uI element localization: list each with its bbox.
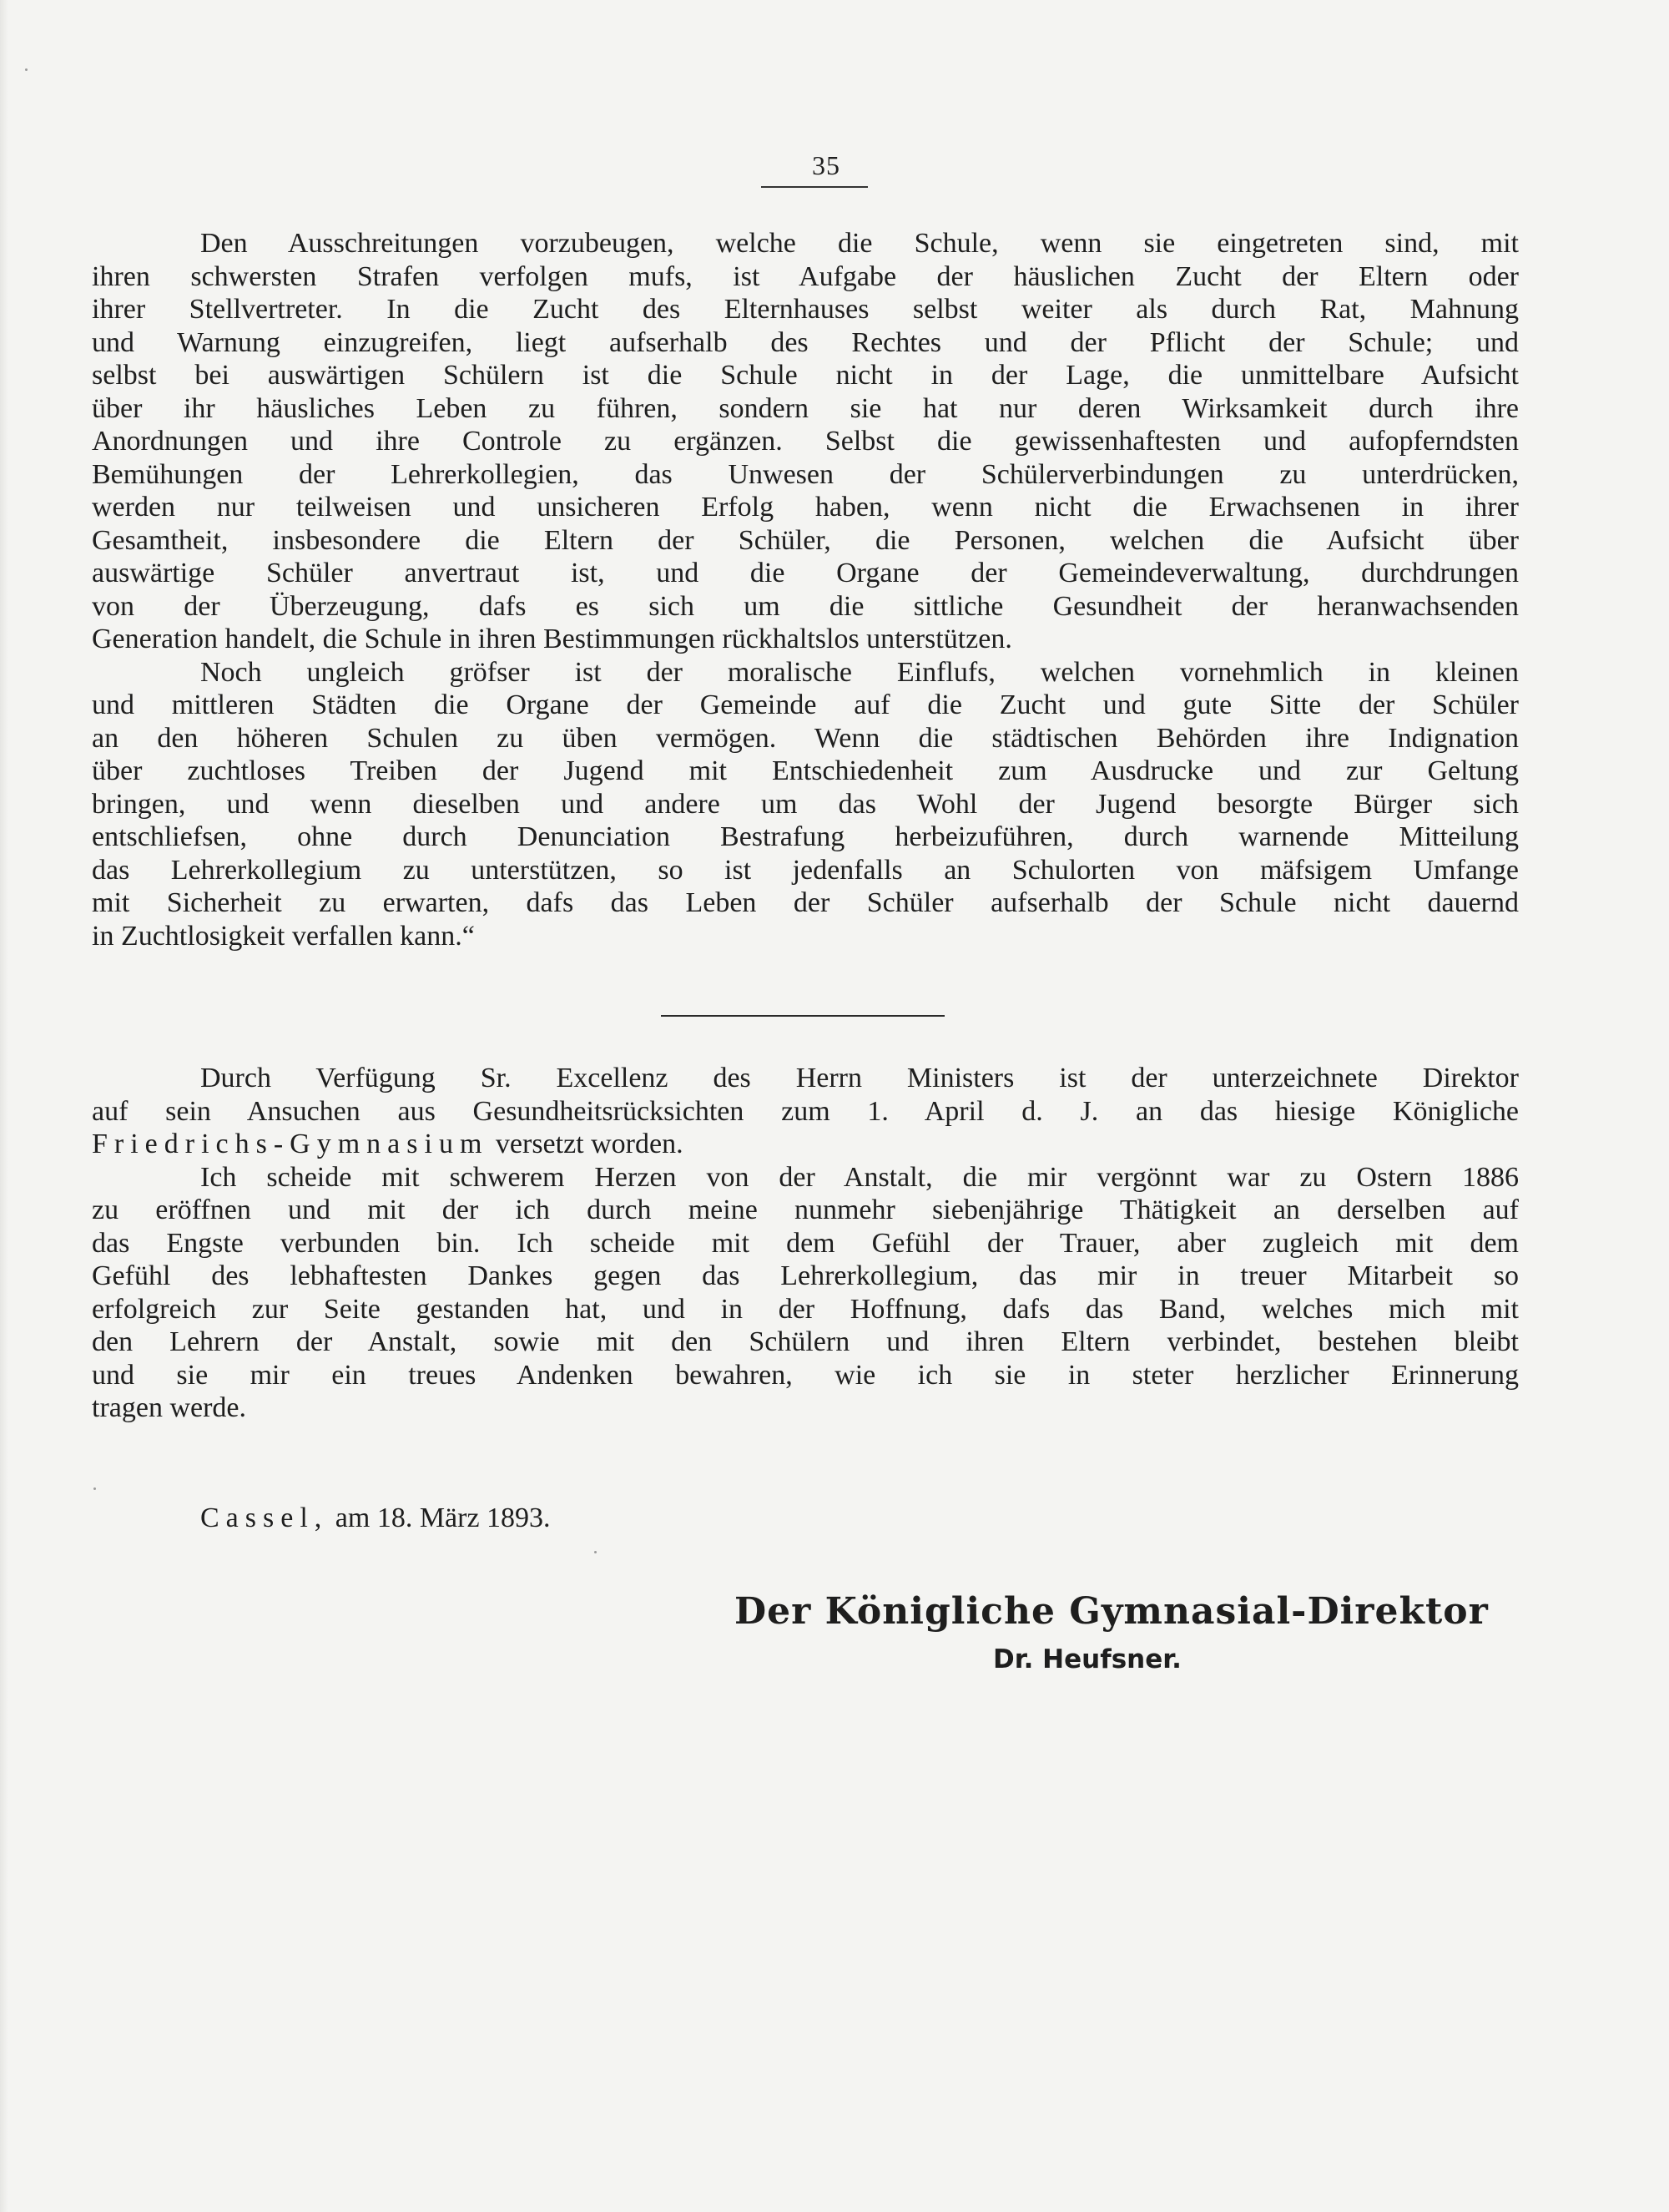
text-line: Gesamtheit, insbesondere die Eltern der Schüler, die Personen, welchen die Aufsicht über	[92, 524, 1519, 556]
section-2-text	[92, 1062, 1519, 1425]
text-line: mit Sicherheit zu erwarten, dafs das Leben der Schüler aufserhalb der Schule nicht dauernd	[92, 887, 1519, 918]
page-number: 35	[812, 150, 840, 180]
text-line: Den Ausschreitungen vorzubeugen, welche die Schule, wenn sie eingetreten sind, mit	[200, 228, 1519, 259]
text-line: werden nur teilweisen und unsicheren Erfolg haben, wenn nicht die Erwachsenen in ihrer	[92, 492, 1519, 523]
text-line: das Lehrerkollegium zu unterstützen, so ist jedenfalls an Schulorten von mäfsigem Umfange	[92, 854, 1519, 886]
text-line: Ich scheide mit schwerem Herzen von der Anstalt, die mir vergönnt war zu Ostern 1886	[200, 1161, 1519, 1193]
text-line: Bemühungen der Lehrerkollegien, das Unwesen der Schülerverbindungen zu unterdrücken,	[92, 458, 1519, 490]
text-line: Noch ungleich gröfser ist der moralische Einflufs, welchen vornehmlich in kleinen	[200, 656, 1519, 688]
text-line-rest: versetzt worden.	[488, 1129, 683, 1159]
school-name: Friedrichs-Gymnasium	[92, 1129, 489, 1159]
text-line: in Zuchtlosigkeit verfallen kann.“	[92, 920, 475, 952]
section-1-text	[92, 227, 1519, 952]
text-line: tragen werde.	[92, 1392, 247, 1423]
dateline	[200, 1502, 551, 1534]
text-line: und Warnung einzugreifen, liegt aufserhalb des Rechtes und der Pflicht der Schule; und	[92, 326, 1519, 358]
text-line: das Engste verbunden bin. Ich scheide mit dem Gefühl der Trauer, aber zugleich mit dem	[92, 1227, 1519, 1259]
scan-speck	[25, 68, 28, 71]
text-line: und sie mir ein treues Andenken bewahren, wie ich sie in steter herzlicher Erinnerung	[92, 1359, 1519, 1391]
page-number-rule	[761, 186, 868, 188]
text-line: ihren schwersten Strafen verfolgen mufs, ist Aufgabe der häuslichen Zucht der Eltern oder	[92, 260, 1519, 292]
text-line	[92, 1128, 1519, 1161]
text-line: auswärtige Schüler anvertraut ist, und die Organe der Gemeindeverwaltung, durchdrungen	[92, 558, 1519, 588]
dateline-place: Cassel,	[200, 1502, 329, 1533]
scan-speck	[594, 1551, 597, 1553]
text-line: bringen, und wenn dieselben und andere um das Wohl der Jugend besorgte Bürger sich	[92, 788, 1519, 820]
text-line: Anordnungen und ihre Controle zu ergänzen. Selbst die gewissenhaftesten und aufopferndsten	[92, 426, 1519, 457]
text-line: auf sein Ansuchen aus Gesundheitsrücksichten zum 1. April d. J. an das hiesige Königliche	[92, 1095, 1519, 1127]
text-line: über ihr häusliches Leben zu führen, sondern sie hat nur deren Wirksamkeit durch ihre	[92, 392, 1519, 424]
signature-name: Dr. Heufsner.	[993, 1644, 1182, 1674]
text-line: über zuchtloses Treiben der Jugend mit Entschiedenheit zum Ausdrucke und zur Geltung	[92, 755, 1519, 786]
scan-edge-shadow	[0, 0, 8, 2212]
text-line: Durch Verfügung Sr. Excellenz des Herrn Ministers ist der unterzeichnete Direktor	[200, 1063, 1519, 1093]
dateline-date: am 18. März 1893.	[328, 1502, 551, 1533]
text-line: zu eröffnen und mit der ich durch meine nunmehr siebenjährige Thätigkeit an derselben auf	[92, 1194, 1519, 1225]
scan-speck	[93, 1487, 96, 1490]
text-line: erfolgreich zur Seite gestanden hat, und in der Hoffnung, dafs das Band, welches mich mit	[92, 1293, 1519, 1325]
text-line: selbst bei auswärtigen Schülern ist die Schule nicht in der Lage, die unmittelbare Aufsicht	[92, 360, 1519, 391]
section-separator	[661, 1015, 945, 1017]
text-line: und mittleren Städten die Organe der Gemeinde auf die Zucht und gute Sitte der Schüler	[92, 689, 1519, 720]
text-line: ihrer Stellvertreter. In die Zucht des Elternhauses selbst weiter als durch Rat, Mahnung	[92, 294, 1519, 325]
text-line: Gefühl des lebhaftesten Dankes gegen das Lehrerkollegium, das mir in treuer Mitarbeit so	[92, 1260, 1519, 1291]
text-line: an den höheren Schulen zu üben vermögen. Wenn die städtischen Behörden ihre Indignation	[92, 722, 1519, 754]
text-line: entschliefsen, ohne durch Denunciation Bestrafung herbeizuführen, durch warnende Mitteilung	[92, 821, 1519, 852]
text-line: von der Überzeugung, dafs es sich um die sittliche Gesundheit der heranwachsenden	[92, 590, 1519, 622]
signature-title: Der Königliche Gymnasial-Direktor	[734, 1590, 1489, 1633]
text-line: den Lehrern der Anstalt, sowie mit den Schülern und ihren Eltern verbindet, bestehen bleibt	[92, 1326, 1519, 1357]
text-line: Generation handelt, die Schule in ihren Bestimmungen rückhaltslos unterstützen.	[92, 624, 1012, 654]
